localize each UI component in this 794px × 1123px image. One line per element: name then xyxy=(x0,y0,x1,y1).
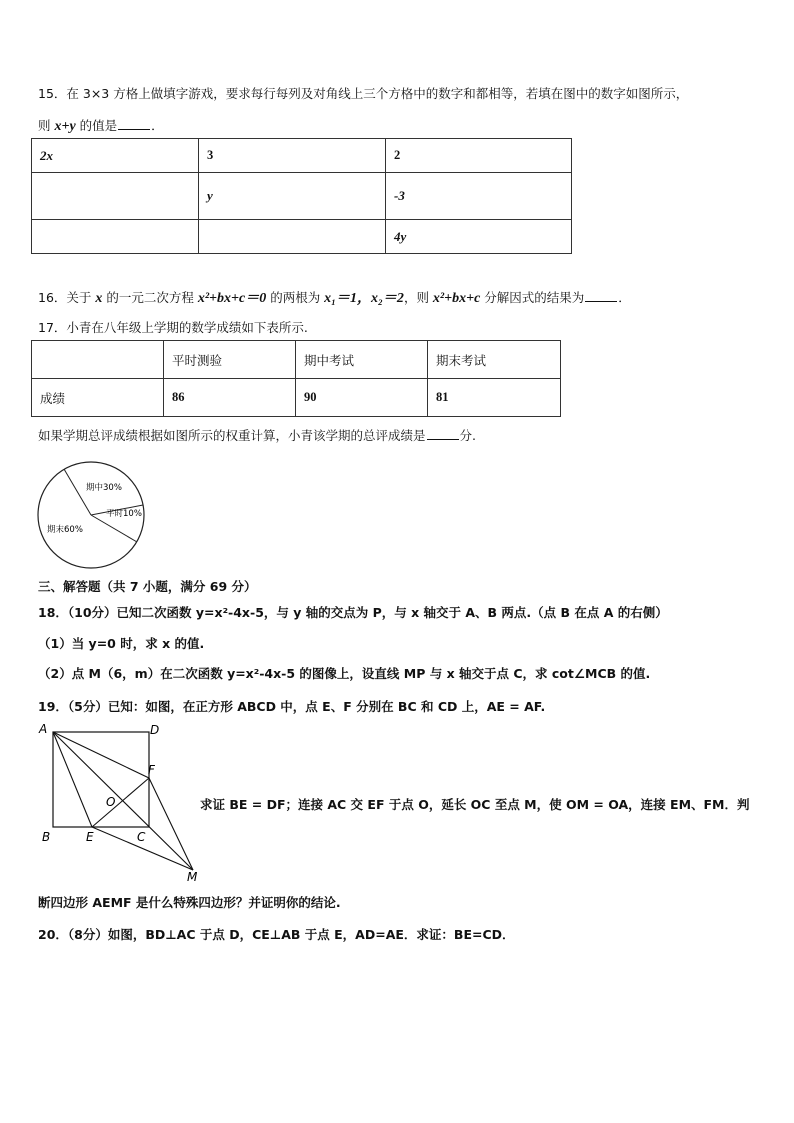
magic-square-grid xyxy=(31,138,572,254)
q17-after-pre: 如果学期总评成绩根据如图所示的权重计算，小青该学期的总评成绩是 xyxy=(38,428,426,443)
label-e: E xyxy=(86,830,94,844)
q15-line2-pre: 则 xyxy=(38,118,55,133)
q16-text-c: 的两根为 xyxy=(266,290,325,305)
answer-blank xyxy=(585,289,617,302)
label-a: A xyxy=(39,722,48,736)
label-c: C xyxy=(137,830,146,844)
q15-line2-end: ． xyxy=(151,118,164,133)
grid-cell: y xyxy=(199,173,386,220)
q15-line2-post: 的值是 xyxy=(75,118,118,133)
q15-var: x+y xyxy=(54,119,76,134)
segment-ae xyxy=(53,732,92,827)
q16-roots: x₁＝1，x₂＝2 xyxy=(324,291,404,306)
table-header-cell: 期中考试 xyxy=(296,341,428,379)
q20-line1: 20．（8分）如图，BD⊥AC 于点 D，CE⊥AB 于点 E，AD=AE．求证：BE=CD． xyxy=(38,927,515,942)
label-m: M xyxy=(187,870,198,882)
table-header-cell xyxy=(32,341,164,379)
table-cell: 成绩 xyxy=(32,379,164,417)
segment-ef xyxy=(92,778,149,827)
grid-cell: 2 xyxy=(386,139,572,173)
q19-side-text: 求证 BE = DF；连接 AC 交 EF 于点 O，延长 OC 至点 M，使 OM = OA，连接 EM、FM．判 xyxy=(200,797,750,812)
q18-line1: 18．（10分）已知二次函数 y=x²-4x-5，与 y 轴的交点为 P，与 x 轴交于 A、B 两点.（点 B 在点 A 的右侧） xyxy=(38,605,668,620)
grid-cell: 4y xyxy=(386,220,572,254)
pie-label-final: 期末60% xyxy=(47,525,83,535)
q19-cont: 断四边形 AEMF 是什么特殊四边形？并证明你的结论. xyxy=(38,895,341,910)
square-figure xyxy=(36,720,206,882)
label-o: O xyxy=(106,795,116,809)
q16-text-a: 16．关于 xyxy=(38,290,96,305)
grid-cell xyxy=(32,173,199,220)
q15-line2 xyxy=(38,116,164,135)
table-cell: 81 xyxy=(428,379,561,417)
grid-cell: 2x xyxy=(32,139,199,173)
q15-line1: 15．在 3×3 方格上做填字游戏，要求每行每列及对角线上三个方格中的数字和都相等，若填在图中的数字如图所示， xyxy=(38,86,689,101)
section-heading: 三、解答题（共 7 小题，满分 69 分） xyxy=(38,579,257,594)
segment-af xyxy=(53,732,149,778)
q16-text-b: 的一元二次方程 xyxy=(102,290,198,305)
answer-blank xyxy=(427,427,459,440)
grid-cell: -3 xyxy=(386,173,572,220)
table-header-cell: 期末考试 xyxy=(428,341,561,379)
pie-label-midterm: 期中30% xyxy=(86,483,122,493)
label-d: D xyxy=(150,723,160,737)
q18-part1: （1）当 y=0 时，求 x 的值. xyxy=(38,636,205,651)
pie-label-regular: 平时10% xyxy=(106,509,142,519)
table-header-cell: 平时测验 xyxy=(164,341,296,379)
q19-line1: 19．（5分）已知：如图，在正方形 ABCD 中，点 E、F 分别在 BC 和 CD 上，AE = AF. xyxy=(38,699,546,714)
pie-divider xyxy=(91,515,137,542)
label-f: F xyxy=(148,763,155,777)
q16-equation: x²+bx+c＝0 xyxy=(197,291,267,306)
q16-line xyxy=(38,287,631,307)
q16-text-f: ． xyxy=(618,290,631,305)
q17-intro: 17．小青在八年级上学期的数学成绩如下表所示. xyxy=(38,320,308,335)
weight-pie-figure xyxy=(36,460,148,570)
grid-cell xyxy=(32,220,199,254)
score-table xyxy=(31,340,561,417)
q16-expr: x²+bx+c xyxy=(432,291,481,306)
q16-text-d: ，则 xyxy=(403,290,433,305)
segment-fm xyxy=(149,778,193,870)
q17-after-post: 分. xyxy=(459,428,476,443)
table-cell: 86 xyxy=(164,379,296,417)
grid-cell xyxy=(199,220,386,254)
q17-after xyxy=(38,426,476,444)
table-cell: 90 xyxy=(296,379,428,417)
answer-blank xyxy=(118,117,150,130)
q16-text-e: 分解因式的结果为 xyxy=(480,290,585,305)
label-b: B xyxy=(42,830,51,844)
q18-part2: （2）点 M（6，m）在二次函数 y=x²-4x-5 的图像上，设直线 MP 与 x 轴交于点 C，求 cot∠MCB 的值. xyxy=(38,666,651,681)
grid-cell: 3 xyxy=(199,139,386,173)
q16-var-x: x xyxy=(95,291,103,306)
